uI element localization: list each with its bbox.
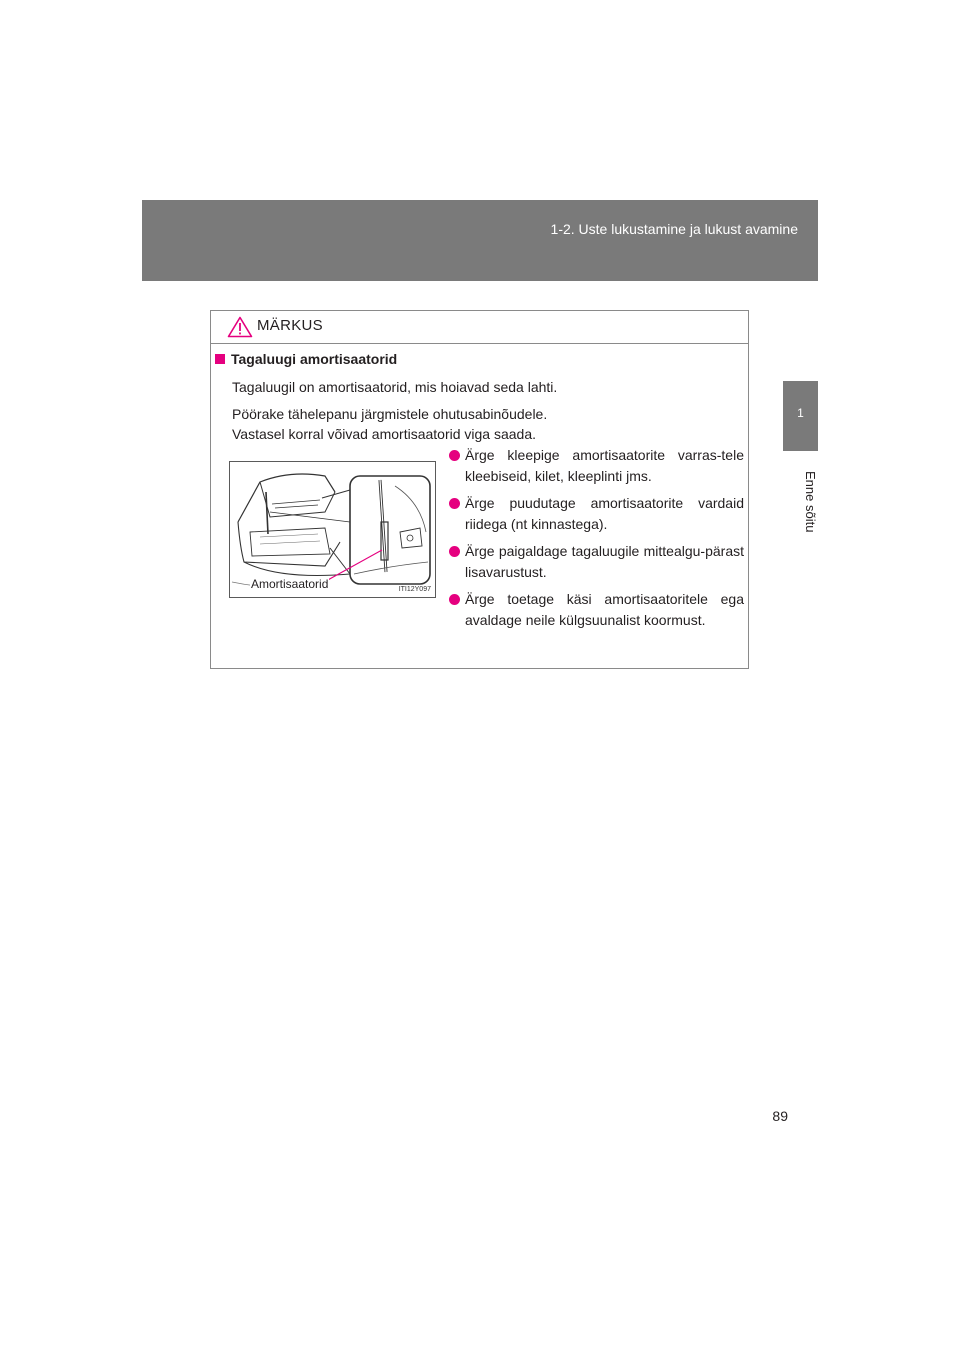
tailgate-illustration bbox=[229, 461, 436, 598]
list-item bbox=[448, 541, 744, 583]
page-number: 89 bbox=[772, 1108, 788, 1124]
round-bullet-icon bbox=[449, 546, 460, 557]
round-bullet-icon bbox=[449, 498, 460, 509]
square-bullet-icon bbox=[215, 354, 225, 364]
caution-line-2: Vastasel korral võivad amortisaatorid viga saada. bbox=[232, 426, 537, 442]
notice-title: MÄRKUS bbox=[257, 317, 323, 334]
header-band bbox=[142, 200, 818, 281]
list-item bbox=[448, 493, 744, 535]
heading-text: Tagaluugi amortisaatorid bbox=[231, 351, 398, 367]
chapter-label: Enne sõitu bbox=[803, 471, 818, 533]
notice-box bbox=[210, 310, 749, 669]
figure-code: ITI12Y097 bbox=[398, 586, 431, 593]
chapter-number: 1 bbox=[797, 406, 804, 420]
list-item bbox=[448, 589, 744, 631]
list-item-text: Ärge puudutage amortisaatorite vardaid riidega (nt kinnastega). bbox=[465, 495, 744, 532]
chapter-tab bbox=[783, 381, 818, 451]
caution-paragraph bbox=[232, 404, 547, 444]
round-bullet-icon bbox=[449, 450, 460, 461]
intro-paragraph: Tagaluugil on amortisaatorid, mis hoiavad seda lahti. bbox=[232, 379, 558, 395]
section-heading bbox=[215, 351, 397, 367]
caution-line-1: Pöörake tähelepanu järgmistele ohutusabinõudele. bbox=[232, 406, 548, 422]
round-bullet-icon bbox=[449, 594, 460, 605]
list-item-text: Ärge toetage käsi amortisaatoritele ega avaldage neile külgsuunalist koormust. bbox=[465, 591, 744, 628]
list-item bbox=[448, 445, 744, 487]
list-item-text: Ärge kleepige amortisaatorite varras-tele kleebiseid, kilet, kleeplinti jms. bbox=[465, 447, 744, 484]
precaution-list bbox=[448, 445, 744, 637]
notice-header bbox=[211, 311, 748, 344]
list-item-text: Ärge paigaldage tagaluugile mittealgu-pärast lisavarustust. bbox=[465, 543, 744, 580]
shock-absorber-callout: Amortisaatorid bbox=[251, 577, 329, 591]
warning-triangle-icon bbox=[227, 316, 253, 338]
section-title: 1-2. Uste lukustamine ja lukust avamine bbox=[550, 221, 798, 237]
